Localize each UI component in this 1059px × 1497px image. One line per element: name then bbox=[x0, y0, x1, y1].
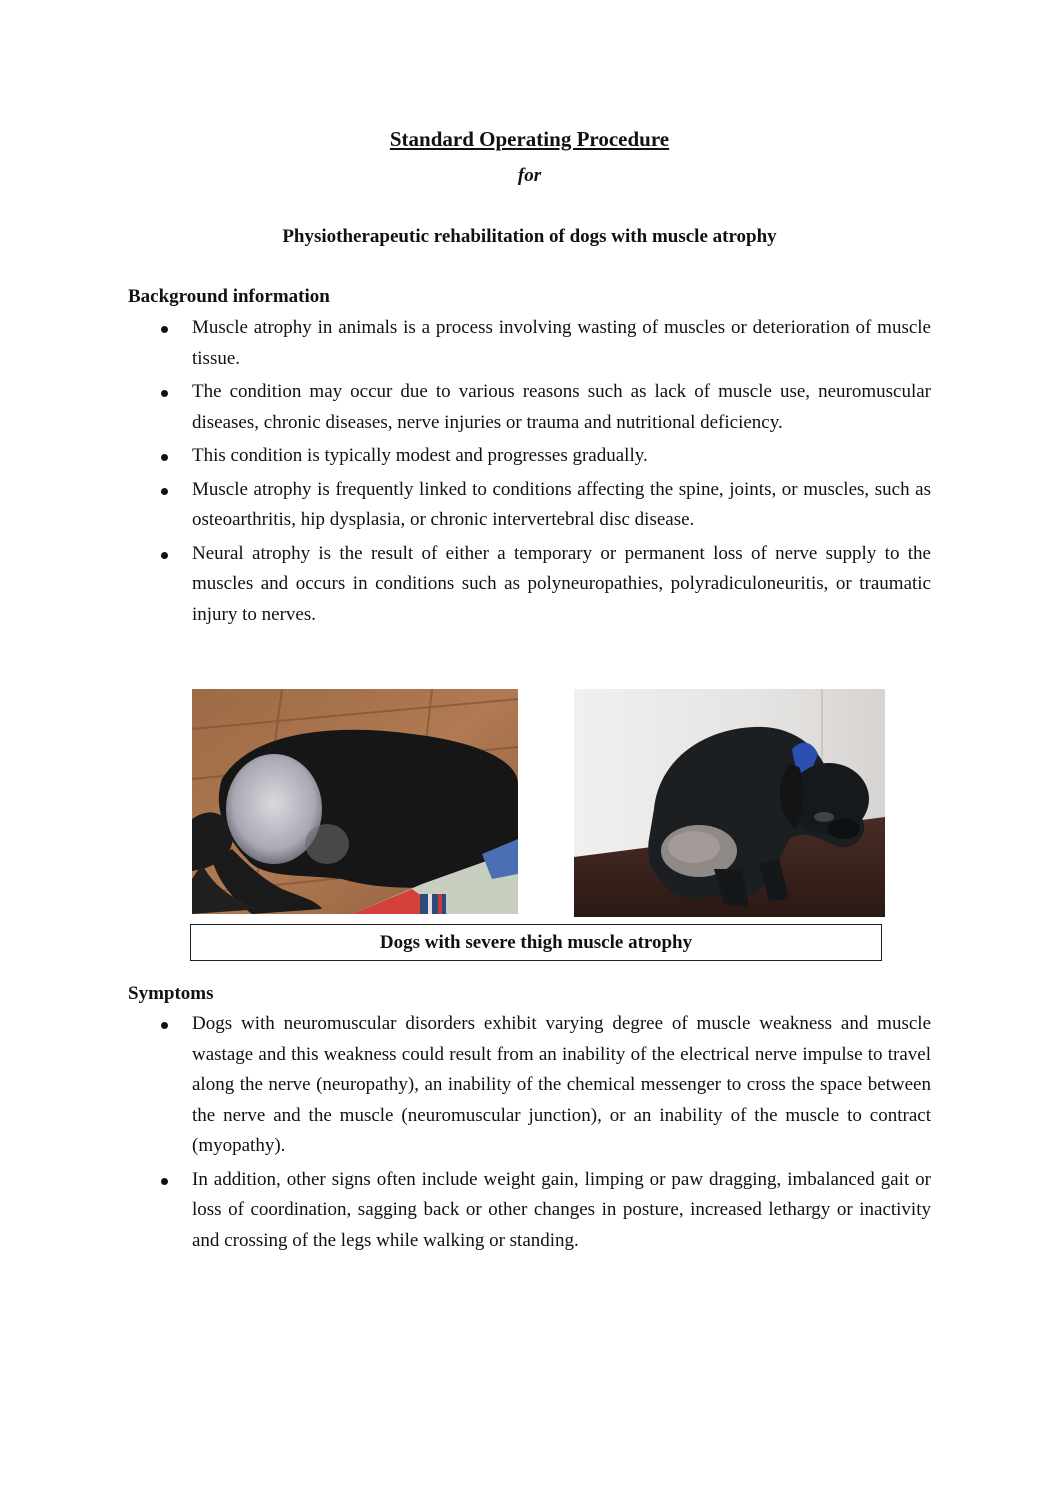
bullet-icon bbox=[161, 1178, 168, 1185]
list-item: Neural atrophy is the result of either a temporary or permanent loss of nerve supply to the muscles and occurs in conditions such as polyneuropathies, polyradiculoneuritis, or traumatic injury to nerves. bbox=[128, 539, 931, 631]
background-heading: Background information bbox=[128, 286, 330, 307]
bullet-icon bbox=[161, 454, 168, 461]
background-list bbox=[128, 313, 931, 633]
bullet-icon bbox=[161, 1022, 168, 1029]
dog-sitting-photo bbox=[574, 689, 885, 917]
symptoms-heading: Symptoms bbox=[128, 983, 214, 1004]
dog-lying-photo bbox=[192, 689, 518, 914]
list-item: Muscle atrophy in animals is a process involving wasting of muscles or deterioration of muscle tissue. bbox=[128, 313, 931, 374]
list-item: The condition may occur due to various reasons such as lack of muscle use, neuromuscular diseases, chronic diseases, nerve injuries or trauma and nutritional deficiency. bbox=[128, 377, 931, 438]
document-for-text: for bbox=[517, 165, 542, 186]
list-item: Muscle atrophy is frequently linked to conditions affecting the spine, joints, or muscles, such as osteoarthritis, hip dysplasia, or chronic intervertebral disc disease. bbox=[128, 475, 931, 536]
bullet-icon bbox=[161, 390, 168, 397]
bullet-icon bbox=[161, 552, 168, 559]
list-item: In addition, other signs often include weight gain, limping or paw dragging, imbalanced gait or loss of coordination, sagging back or other changes in posture, increased lethargy or inactivity and crossing of the legs while walking or standing. bbox=[128, 1165, 931, 1257]
document-title: Standard Operating Procedure bbox=[389, 127, 670, 151]
figure-caption: Dogs with severe thigh muscle atrophy bbox=[190, 924, 882, 961]
document-subtitle: Physiotherapeutic rehabilitation of dogs with muscle atrophy bbox=[282, 226, 777, 247]
bullet-icon bbox=[161, 326, 168, 333]
list-item: This condition is typically modest and progresses gradually. bbox=[128, 441, 931, 472]
bullet-icon bbox=[161, 488, 168, 495]
list-item: Dogs with neuromuscular disorders exhibit varying degree of muscle weakness and muscle wastage and this weakness could result from an inability of the electrical nerve impulse to travel along the nerve (neuropathy), an inability of the chemical messenger to cross the space between the nerve and the muscle (neuromuscular junction), or an inability of the muscle to contract (myopathy). bbox=[128, 1009, 931, 1162]
symptoms-list bbox=[128, 1009, 931, 1259]
